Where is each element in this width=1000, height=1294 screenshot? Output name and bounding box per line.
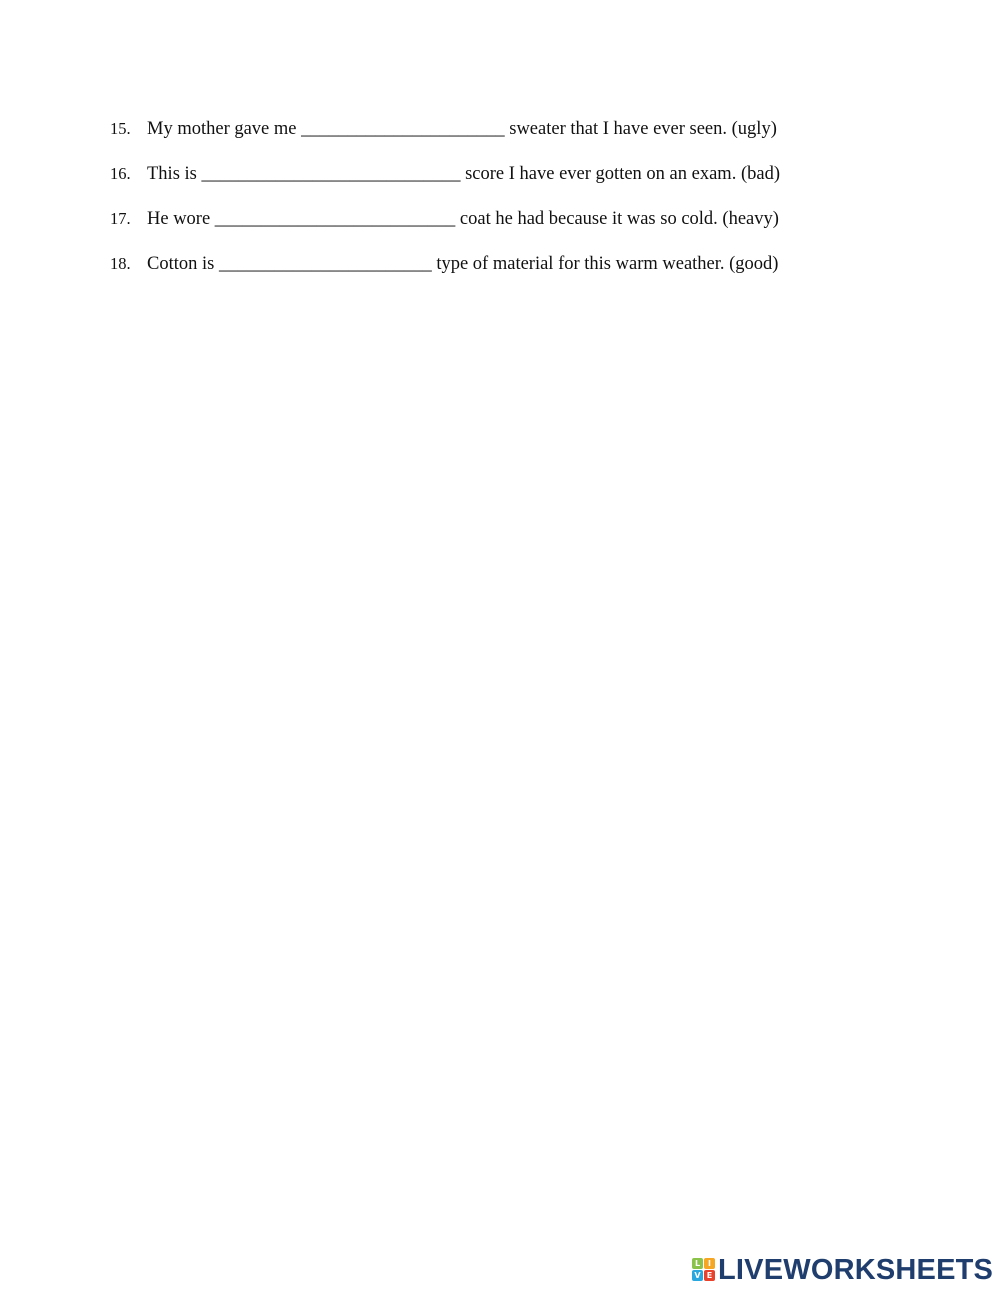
logo-mark-icon <box>692 1258 716 1282</box>
question-16 <box>110 161 780 187</box>
question-18 <box>110 251 778 277</box>
question-text: This is ____________________________ score I have ever gotten on an exam. (bad) <box>147 164 780 184</box>
logo-letter-l: L <box>692 1258 703 1269</box>
question-number: 17. <box>110 209 131 228</box>
question-number: 16. <box>110 164 131 183</box>
question-17 <box>110 206 779 232</box>
question-number: 18. <box>110 254 131 273</box>
logo-letter-e: E <box>704 1270 715 1281</box>
question-text: My mother gave me ______________________ sweater that I have ever seen. (ugly) <box>147 119 777 139</box>
logo-letter-i: I <box>704 1258 715 1269</box>
question-number: 15. <box>110 119 131 138</box>
question-text: He wore __________________________ coat he had because it was so cold. (heavy) <box>147 209 779 229</box>
question-15 <box>110 116 777 142</box>
brand-name: LIVEWORKSHEETS <box>718 1254 994 1286</box>
liveworksheets-logo <box>692 1256 993 1284</box>
logo-letter-v: V <box>692 1270 703 1281</box>
question-text: Cotton is _______________________ type of material for this warm weather. (good) <box>147 254 779 274</box>
